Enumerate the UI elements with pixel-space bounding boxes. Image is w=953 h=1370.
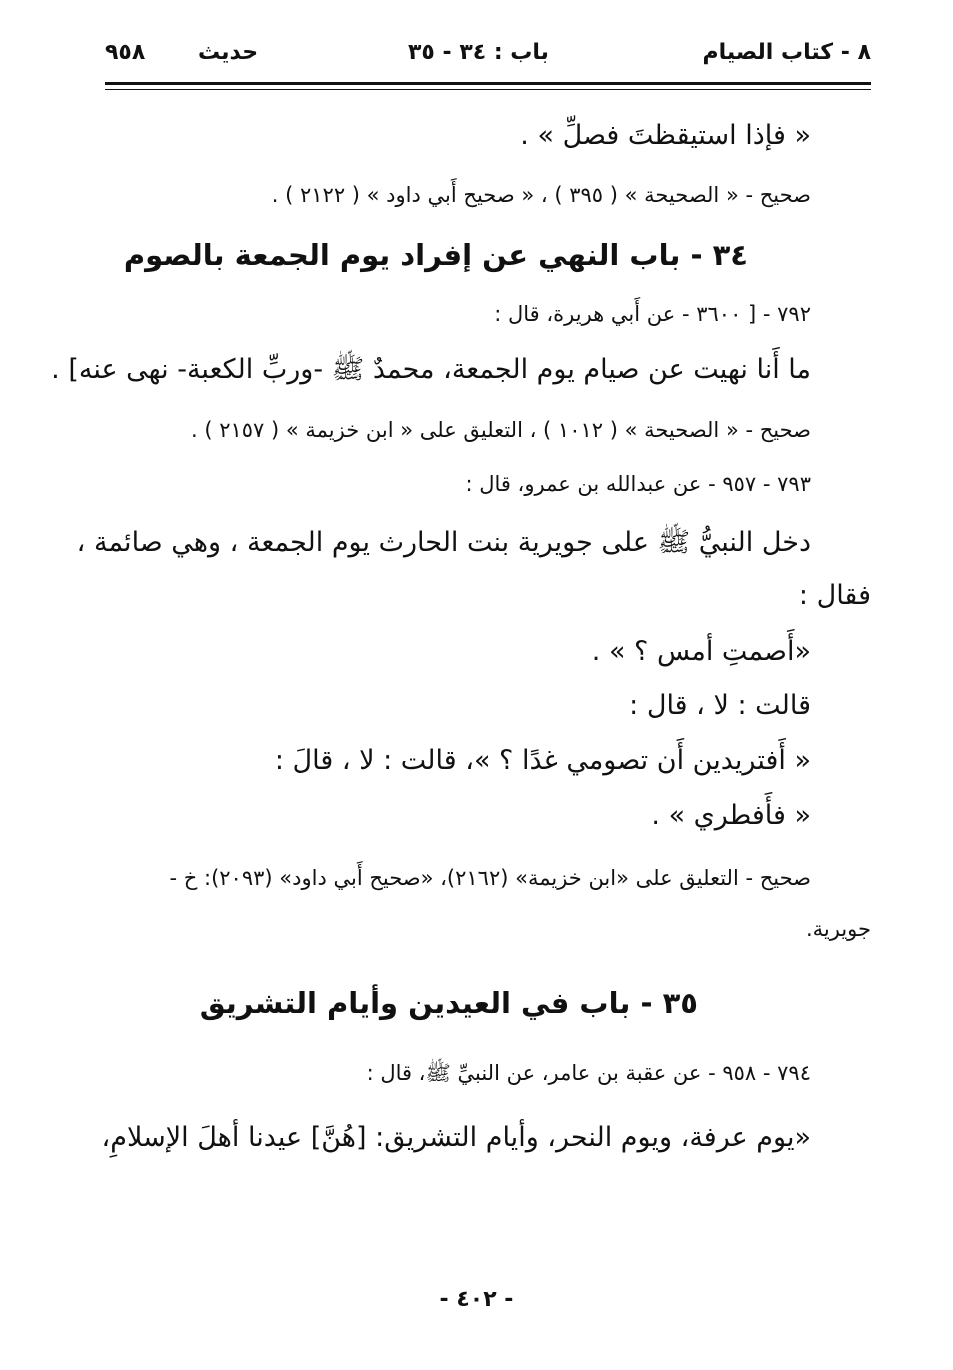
hadith-label: حديث [198,40,259,65]
header-rule-thin [105,89,871,90]
grading-line: جويرية. [805,917,871,941]
text-line: دخل النبيُّ ﷺ على جويرية بنت الحارث يوم الجمعة ، وهي صائمة ، [76,527,811,558]
chapter-heading: ٣٥ - باب في العيدين وأيام التشريق [199,986,698,1020]
text-line: « فأَفطري » . [651,800,811,831]
grading-line: صحيح - « الصحيحة » ( ١٠١٢ ) ، التعليق على « ابن خزيمة » ( ٢١٥٧ ) . [190,418,811,442]
text-line: «يوم عرفة، ويوم النحر، وأيام التشريق: [هُنَّ] عيدنا أهلَ الإسلامِ، [101,1122,811,1153]
hadith-intro: ٧٩٣ - ٩٥٧ - عن عبدالله بن عمرو، قال : [465,472,811,496]
header-rule-thick [105,82,871,85]
text-line: «أَصمتِ أمس ؟ » . [591,636,811,667]
grading-line: صحيح - « الصحيحة » ( ٣٩٥ ) ، « صحيح أَبي داود » ( ٢١٢٢ ) . [271,183,811,207]
text-line: « أَفتريدين أَن تصومي غدًا ؟ »، قالت : لا ، قالَ : [274,745,811,776]
chapter-range: باب : ٣٤ - ٣٥ [408,40,549,65]
page-number: - ٤٠٢ - [439,1287,514,1312]
hadith-intro: ٧٩٤ - ٩٥٨ - عن عقبة بن عامر، عن النبيِّ ﷺ، قال : [366,1061,811,1085]
chapter-title: ٨ - كتاب الصيام [702,40,871,65]
text-line: « فإذا استيقظتَ فصلِّ » . [520,120,811,151]
hadith-intro: ٧٩٢ - [ ٣٦٠٠ - عن أَبي هريرة، قال : [494,302,811,326]
text-line: قالت : لا ، قال : [629,690,811,721]
grading-line: صحيح - التعليق على «ابن خزيمة» (٢١٦٢)، «صحيح أَبي داود» (٢٠٩٣): خ - [169,866,811,890]
text-line: فقال : [798,580,871,611]
text-line: ما أَنا نهيت عن صيام يوم الجمعة، محمدٌ ﷺ -وربِّ الكعبة- نهى عنه] . [51,354,811,385]
chapter-heading: ٣٤ - باب النهي عن إفراد يوم الجمعة بالصوم [123,238,748,272]
hadith-number: ٩٥٨ [105,40,146,65]
